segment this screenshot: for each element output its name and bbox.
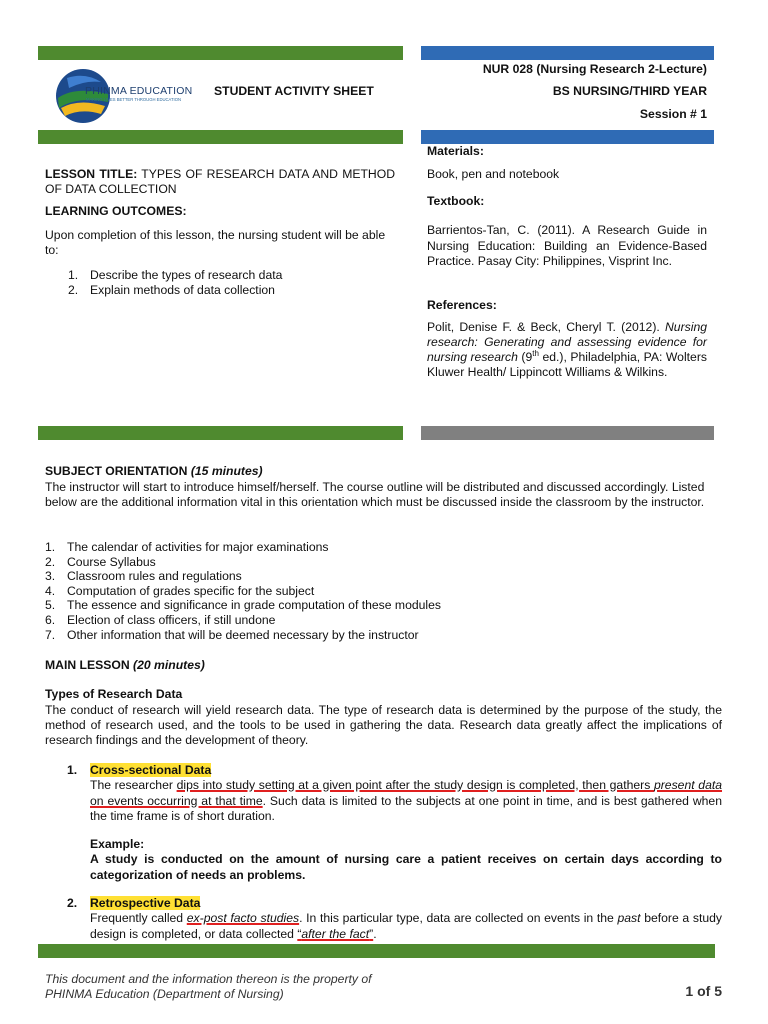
materials-heading: Materials: xyxy=(427,144,484,158)
lesson-title-label: LESSON TITLE: xyxy=(45,167,138,181)
materials-text: Book, pen and notebook xyxy=(427,167,560,181)
outcomes-list xyxy=(68,268,398,297)
program: BS NURSING/THIRD YEAR xyxy=(552,84,707,98)
logo-tagline: MAKING LIVES BETTER THROUGH EDUCATION xyxy=(86,97,182,102)
divider-bar-right xyxy=(421,130,714,144)
textbook-text: Barrientos-Tan, C. (2011). A Research Guide in Nursing Education: Building an Evidence-Based Practice. Pasay City: Philippines, Visprint Inc. xyxy=(427,223,707,268)
main-lesson-heading: MAIN LESSON (20 minutes) xyxy=(45,658,205,672)
example-text: A study is conducted on the amount of nursing care a patient receives on certain days according to categorization of needs an problems. xyxy=(90,852,722,882)
references-heading: References: xyxy=(427,298,497,312)
divider-bar-left xyxy=(38,130,403,144)
list-item: 5. The essence and significance in grade computation of these modules xyxy=(45,598,441,613)
textbook-heading: Textbook: xyxy=(427,194,485,208)
orientation-heading: SUBJECT ORIENTATION (15 minutes) xyxy=(45,464,263,478)
sheet-title: STUDENT ACTIVITY SHEET xyxy=(214,84,374,98)
item1-title: Cross-sectional Data xyxy=(90,763,212,777)
types-paragraph: The conduct of research will yield research data. The type of research data is determined by the purpose of the study, the method of research used, and the tools to be used in gathering the data. Research data greatly affect the implications of research findings and the development of theory. xyxy=(45,703,722,748)
list-item: 6. Election of class officers, if still undone xyxy=(45,612,276,627)
outcomes-intro: Upon completion of this lesson, the nursing student will be able to: xyxy=(45,228,386,257)
list-item: 1. Describe the types of research data xyxy=(68,268,283,282)
list-item: 1. The calendar of activities for major examinations xyxy=(45,540,329,554)
footer-note: This document and the information thereon is the property of PHINMA Education (Department of Nursing) xyxy=(45,972,372,1001)
list-item: 2. Course Syllabus xyxy=(45,554,156,569)
example-label: Example: xyxy=(90,837,145,851)
section-bar-left xyxy=(38,426,403,440)
course-code: NUR 028 (Nursing Research 2-Lecture) xyxy=(482,62,707,76)
outcomes-heading: LEARNING OUTCOMES: xyxy=(45,204,187,218)
item1-text: The researcher dips into study setting at a given point after the study design is completed, then gathers present data on events occurring at that time. Such data is limited to the subjects at one point in time, and is best gathered when the time frame is of short duration. xyxy=(90,778,723,823)
lesson-title-text: TYPES OF RESEARCH DATA AND METHOD OF DATA COLLECTION xyxy=(45,167,395,196)
types-heading: Types of Research Data xyxy=(45,687,183,701)
list-item: 7. Other information that will be deemed necessary by the instructor xyxy=(45,627,419,642)
list-item: 4. Computation of grades specific for the subject xyxy=(45,583,315,598)
session: Session # 1 xyxy=(639,107,707,121)
header-bar-left xyxy=(38,46,403,60)
footer-bar xyxy=(38,944,715,958)
list-item: 2. Explain methods of data collection xyxy=(68,282,275,297)
item1-number: 1. xyxy=(67,763,78,777)
item2-number: 2. xyxy=(67,896,78,910)
header-bar-right xyxy=(421,46,714,60)
list-item: 3. Classroom rules and regulations xyxy=(45,569,242,584)
references-text: Polit, Denise F. & Beck, Cheryl T. (2012). Nursing research: Generating and assessing evidence for nursing research (9th ed.), Philadelphia, PA: Wolters Kluwer Health/ Lippincott Williams & Wilkins. xyxy=(427,320,707,379)
page-number: 1 of 5 xyxy=(685,983,722,999)
orientation-list xyxy=(45,540,705,642)
item2-text: Frequently called ex-post facto studies. In this particular type, data are collected on events in the past before a study design is completed, or data collected “after the fact”. xyxy=(90,911,723,941)
item2-title: Retrospective Data xyxy=(90,896,201,910)
orientation-paragraph: The instructor will start to introduce himself/herself. The course outline will be distributed and discussed accordingly. Listed below are the additional information vital in this orientation which must be discussed inside the classroom by the instructor. xyxy=(45,480,705,510)
section-bar-right xyxy=(421,426,714,440)
lesson-title xyxy=(45,167,395,196)
logo-text: PHINMA EDUCATION xyxy=(85,85,193,97)
